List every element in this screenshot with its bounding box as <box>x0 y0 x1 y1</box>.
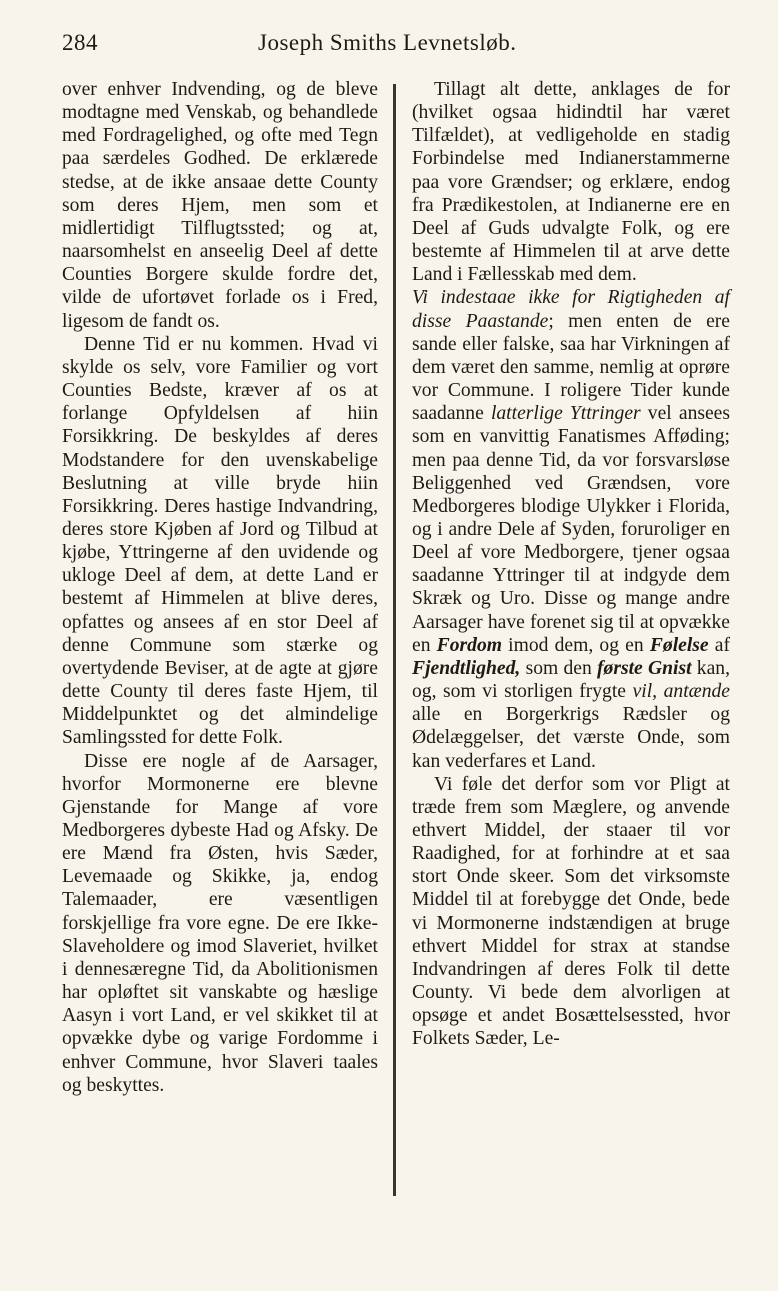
page-number: 284 <box>62 30 98 55</box>
text-run: af <box>708 634 730 656</box>
right-paragraph-1: Tillagt alt dette, anklages de for (hvilket ogsaa hidindtil har været Tilfældet), at vedligeholde en stadig Forbindelse med Indianerstammerne paa vore Grændser; og erklære, endog fra Prædikestolen, at Indianerne ere en Deel af Guds udvalgte Folk, og ere bestemte af Himmelen til at arve dette Land i Fællesskab med dem. <box>412 79 730 286</box>
italic-phrase-claims: Vi indestaae ikke for Rigtigheden af disse Paastande <box>412 287 730 332</box>
left-paragraph-1: over enhver Indvending, og de bleve modtagne med Venskab, og behandlede med Fordragelighed, og ofte med Tegn paa særdeles Godhed. De erklærede stedse, at de ikke ansaae dette County som deres Hjem, men som et midlertidigt Tilflugtssted; og at, naarsomhelst en anseelig Deel af dette Counties Borgere skulde fordre det, vilde de ufortøvet forlade os i Fred, ligesom de fandt os. <box>62 79 378 332</box>
italic-phrase-ignite: vil, antænde <box>632 681 731 703</box>
emphasis-feeling: Følelse <box>649 634 709 656</box>
page-header <box>62 30 722 64</box>
text-run: som den <box>520 657 598 679</box>
text-run: vel ansees som en vanvittig Fanatismes Afføding; men paa denne Tid, da vor forsvarsløse Beliggenhed ved Grændsen, vore Medborgeres blodige Ulykker i Florida, og i andre Dele af Syden, foruroliger en Deel af vore Medborgere, tjener ogsaa saadanne Yttringer til at indgyde dem Skræk og Uro. Disse og mange andre Aarsager have forenet sig til at opvække en <box>412 403 731 656</box>
right-paragraph-2 <box>412 286 730 772</box>
emphasis-hostility: Fjendtlighed, <box>412 657 521 679</box>
right-paragraph-3: Vi føle det derfor som vor Pligt at træde frem som Mæglere, og anvende ethvert Middel, der staaer til vor Raadighed, for at forhindre at et saa stort Onde skeer. Som det virksomste Middel til at forebygge det Onde, bede vi Mormonerne indstændigen at bruge ethvert Middel for strax at standse Indvandringen af deres Folk til dette County. Vi bede dem alvorligen at opsøge et andet Bosættelsessted, hvor Folkets Sæder, Le- <box>412 773 730 1050</box>
left-column <box>62 78 378 1097</box>
running-title: Joseph Smiths Levnetsløb. <box>258 30 517 55</box>
text-run: imod dem, og en <box>502 634 650 656</box>
italic-phrase-ridiculous: latterlige Yttringer <box>490 403 641 425</box>
right-column <box>412 78 730 1051</box>
emphasis-prejudice: Fordom <box>436 634 502 656</box>
column-divider <box>393 84 396 1196</box>
left-paragraph-2: Denne Tid er nu kommen. Hvad vi skylde os selv, vore Familier og vort Counties Bedste, kræver af os at forlange Opfyldelsen af hiin Forsikkring. De beskyldes af deres Modstandere for den uvenskabelige Beslutning at ville bryde hiin Forsikkring. Deres hastige Indvandring, deres store Kjøben af Jord og Tilbud at kjøbe, Yttringerne af den uvidende og ukloge Deel af dem, at dette Land er bestemt af Himmelen at blive deres, opfattes og ansees af en stor Deel af denne Commune som stærke og overtydende Beviser, at de agte at gjøre dette County til deres faste Hjem, til Middelpunktet og det almindelige Samlingssted for dette Folk. <box>62 333 378 749</box>
text-run: alle en Borgerkrigs Rædsler og Ødelæggelser, det værste Onde, som kan vederfares et Land. <box>412 704 730 772</box>
emphasis-first-spark: første Gnist <box>597 657 692 679</box>
text-run: ; men enten de ere sande eller falske, saa har Virkningen af dem været den samme, nemlig at oprøre vor Commune. I roligere Tider kunde saadanne <box>412 310 730 425</box>
left-paragraph-3: Disse ere nogle af de Aarsager, hvorfor Mormonerne ere blevne Gjenstande for Mange af vore Medborgeres dybeste Had og Afsky. De ere Mænd fra Østen, hvis Sæder, Levemaade og Skikke, ja, endog Talemaader, ere væsentligen forskjellige fra vore egne. De ere Ikke-Slaveholdere og imod Slaveriet, hvilket i dennesæregne Tid, da Abolitionismen har opløftet sit vanskabte og hæslige Aasyn i vort Land, er vel skikket til at opvække dybe og varige Fordomme i enhver Commune, hvor Slaveri taales og beskyttes. <box>62 750 378 1096</box>
text-run: kan, og, som vi storligen frygte <box>412 657 730 703</box>
